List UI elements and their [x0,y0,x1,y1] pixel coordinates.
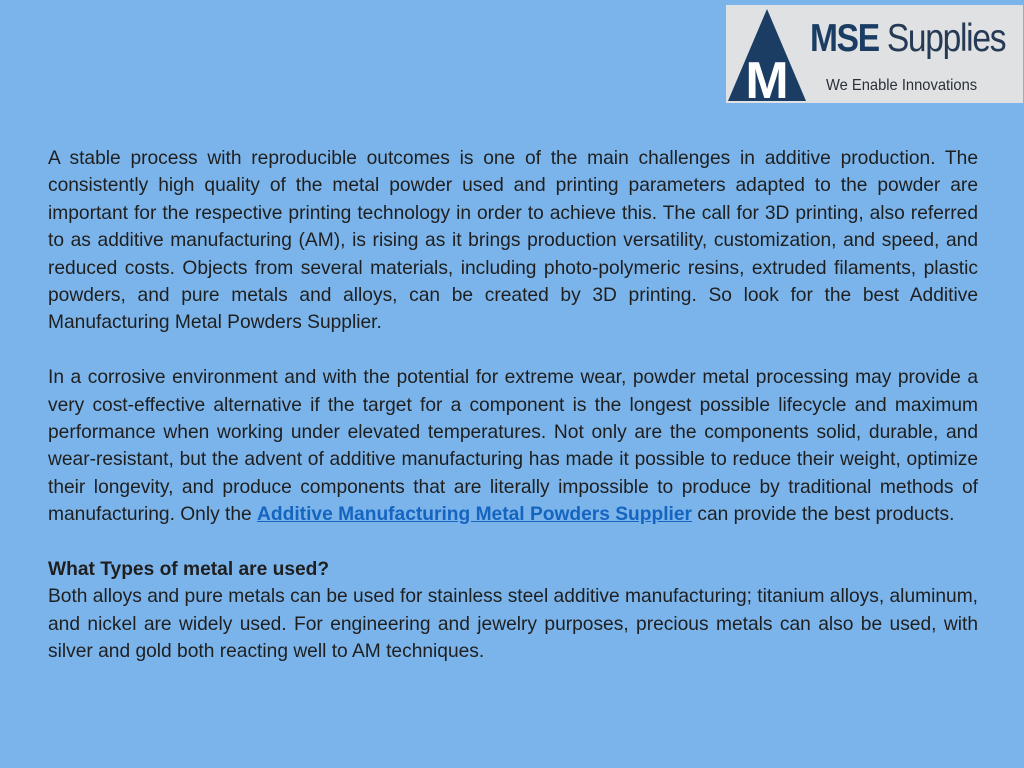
logo-tagline: We Enable Innovations [826,77,978,94]
paragraph-text-before-link: In a corrosive environment and with the potential for extreme wear, powder metal processing may provide a very cost-effective alternative if the target for a component is the longest possible lifecycle and maximum performance when working under elevated temperatures. Not only are the components solid, durable, and wear-resistant, but the advent of additive manufacturing has made it possible to reduce their weight, optimize their longevity, and produce components that are literally impossible to produce by traditional methods of manufacturing. Only the [48,367,978,526]
section-heading: What Types of metal are used? [48,559,330,581]
triangle-logo-icon [726,5,808,103]
paragraph-powder-processing [48,364,978,528]
paragraph-intro: A stable process with reproducible outcomes is one of the main challenges in additive production. The consistently high quality of the metal powder used and printing parameters adapted to the powder are important for the respective printing technology in order to achieve this. The call for 3D printing, also referred to as additive manufacturing (AM), is rising as it brings production versatility, customization, and speed, and reduced costs. Objects from several materials, including photo-polymeric resins, extruded filaments, plastic powders, and pure metals and alloys, can be created by 3D printing. So look for the best Additive Manufacturing Metal Powders Supplier. [48,148,978,334]
logo-letter: M [745,52,789,103]
logo-name [810,19,1005,58]
article-body [48,145,978,666]
paragraph-spacer [48,529,978,556]
paragraph-text-after-link: can provide the best products. [692,504,955,526]
paragraph-metal-types: Both alloys and pure metals can be used for stainless steel additive manufacturing; titanium alloys, aluminum, and nickel are widely used. For engineering and jewelry purposes, precious metals can also be used, with silver and gold both reacting well to AM techniques. [48,586,979,663]
supplier-link[interactable]: Additive Manufacturing Metal Powders Supplier [257,504,693,526]
logo-name-light: Supplies [878,17,1006,60]
paragraph-spacer [48,337,978,364]
company-logo [726,5,1023,103]
logo-name-bold: MSE [810,17,879,60]
